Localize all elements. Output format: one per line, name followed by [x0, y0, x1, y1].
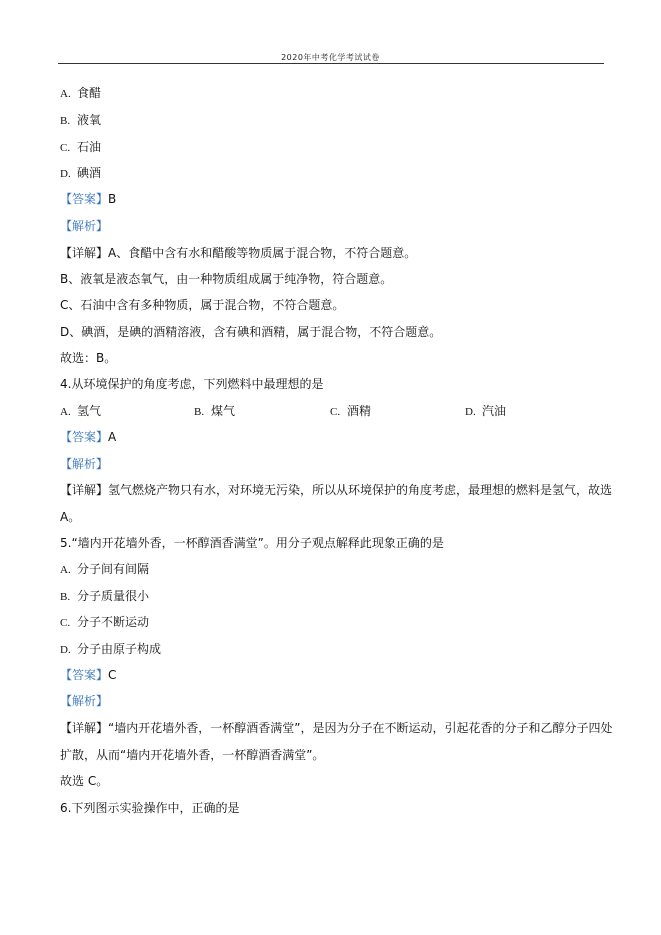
q4-stem: 4.从环境保护的角度考虑，下列燃料中最理想的是 [60, 377, 324, 391]
option-letter: A. [60, 88, 71, 100]
option-letter: C. [60, 617, 71, 629]
option-letter: D. [465, 406, 476, 418]
q3-detail-line-3: C、石油中含有多种物质，属于混合物，不符合题意。 [60, 298, 345, 312]
option-text: 分子间有间隔 [77, 562, 150, 576]
q5-analysis [60, 694, 605, 708]
option-text: 石油 [77, 140, 102, 154]
option-text: 分子由原子构成 [77, 642, 162, 656]
q3-detail-line-2: B、液氧是液态氧气，由一种物质组成属于纯净物，符合题意。 [60, 272, 393, 286]
option-text: 煤气 [211, 404, 236, 418]
option-letter: B. [60, 591, 71, 603]
option-text: 酒精 [347, 404, 372, 418]
q4-answer [60, 430, 605, 444]
option-letter: A. [60, 564, 71, 576]
answer-value: C [108, 668, 117, 682]
header-divider [58, 63, 604, 64]
answer-tag: 【答案】 [60, 668, 109, 682]
option-letter: C. [60, 142, 71, 154]
q5-stem: 5.“墙内开花墙外香，一杯醇酒香满堂”。用分子观点解释此现象正确的是 [60, 536, 444, 550]
detail-text: A、食醋中含有水和醋酸等物质属于混合物，不符合题意。 [108, 246, 417, 260]
q4-detail-line-1 [60, 483, 613, 497]
option-text: 碘酒 [77, 166, 102, 180]
q5-detail-line-2: 扩散，从而“墙内开花墙外香，一杯醇酒香满堂”。 [60, 748, 325, 762]
analysis-tag: 【解析】 [60, 219, 109, 233]
q5-option-a [60, 562, 605, 577]
option-letter: B. [194, 406, 205, 418]
answer-value: A [108, 430, 117, 444]
option-letter: B. [60, 115, 71, 127]
q5-conclusion: 故选 C。 [60, 774, 109, 788]
option-letter: D. [60, 644, 71, 656]
answer-tag: 【答案】 [60, 430, 109, 444]
analysis-tag: 【解析】 [60, 457, 109, 471]
option-text: 氢气 [77, 404, 102, 418]
q5-option-b [60, 589, 605, 604]
q5-answer [60, 668, 605, 682]
q5-option-c [60, 615, 605, 630]
q3-option-b [60, 113, 605, 128]
detail-tag: 【详解】 [60, 721, 109, 735]
option-text: 液氧 [77, 113, 102, 127]
q4-option-c [330, 404, 371, 419]
q3-answer [60, 192, 605, 206]
option-letter: D. [60, 168, 71, 180]
option-text: 分子质量很小 [77, 589, 150, 603]
answer-tag: 【答案】 [60, 192, 109, 206]
q4-detail-line-2: A。 [60, 510, 81, 524]
option-text: 食醋 [77, 86, 102, 100]
detail-text: 氢气燃烧产物只有水，对环境无污染，所以从环境保护的角度考虑，最理想的燃料是氢气，故选 [108, 483, 613, 497]
q3-detail-line-4: D、碘酒，是碘的酒精溶液，含有碘和酒精，属于混合物，不符合题意。 [60, 325, 442, 339]
q3-detail-line-1 [60, 246, 605, 260]
detail-tag: 【详解】 [60, 246, 109, 260]
q6-stem: 6.下列图示实验操作中，正确的是 [60, 801, 240, 815]
q4-analysis [60, 457, 605, 471]
q4-option-b [194, 404, 235, 419]
q3-option-d [60, 166, 605, 181]
detail-text: “墙内开花墙外香，一杯醇酒香满堂”，是因为分子在不断运动，引起花香的分子和乙醇分子四处 [108, 721, 613, 735]
q5-detail-line-1 [60, 721, 613, 735]
option-letter: C. [330, 406, 341, 418]
option-text: 分子不断运动 [77, 615, 150, 629]
answer-value: B [108, 192, 117, 206]
q5-option-d [60, 642, 605, 657]
q3-option-c [60, 140, 605, 155]
q4-option-d [465, 404, 506, 419]
q3-analysis [60, 219, 605, 233]
q3-option-a [60, 86, 605, 101]
detail-tag: 【详解】 [60, 483, 109, 497]
option-letter: A. [60, 406, 71, 418]
analysis-tag: 【解析】 [60, 694, 109, 708]
exam-title: 2020年中考化学考试试卷 [281, 53, 380, 62]
option-text: 汽油 [482, 404, 507, 418]
q3-conclusion: 故选：B。 [60, 351, 117, 365]
q4-option-a [60, 404, 101, 419]
